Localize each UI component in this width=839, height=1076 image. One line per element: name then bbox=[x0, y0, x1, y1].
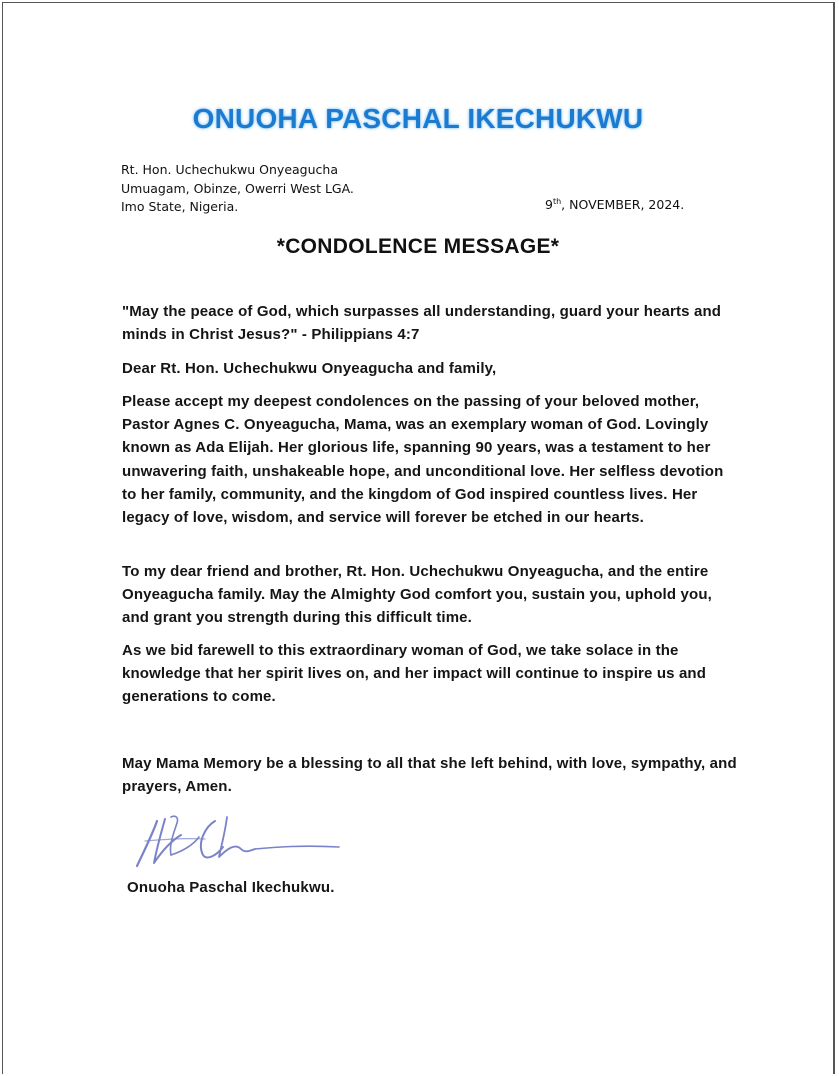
letter-date bbox=[545, 197, 684, 212]
condolence-paragraph: Please accept my deepest condolences on the passing of your beloved mother, Pastor Agnes C. Onyeagucha, Mama, was an exemplary woman of God. Lovingly known as Ada Elijah. Her glorious life, spanning 90 years, was a testament to her unwavering faith, unshakeable hope, and unconditional love. Her selfless devotion to her family, community, and the kingdom of God inspired countless lives. Her legacy of love, wisdom, and service will forever be etched in our hearts. bbox=[122, 393, 724, 527]
letterhead-name: ONUOHA PASCHAL IKECHUKWU bbox=[192, 103, 644, 134]
letter-title: *CONDOLENCE MESSAGE* bbox=[276, 235, 560, 258]
bible-quote-paragraph: "May the peace of God, which surpasses all understanding, guard your hearts and minds in Christ Jesus?" - Philippians 4:7 bbox=[122, 303, 722, 344]
date-rest: , NOVEMBER, 2024. bbox=[561, 197, 685, 212]
date-suffix: th bbox=[552, 197, 562, 206]
address-line-3: Imo State, Nigeria. bbox=[121, 199, 239, 214]
letter-page bbox=[2, 2, 835, 1074]
handwritten-signature-icon bbox=[127, 811, 347, 873]
signer-name: Onuoha Paschal Ikechukwu. bbox=[127, 879, 335, 896]
blessing-paragraph: May Mama Memory be a blessing to all that she left behind, with love, sympathy, and prayers, Amen. bbox=[122, 755, 737, 796]
friend-paragraph: To my dear friend and brother, Rt. Hon. Uchechukwu Onyeagucha, and the entire Onyeagucha family. May the Almighty God comfort you, sustain you, uphold you, and grant you strength during this difficult time. bbox=[122, 563, 712, 627]
farewell-paragraph: As we bid farewell to this extraordinary woman of God, we take solace in the knowledge that her spirit lives on, and her impact will continue to inspire us and generations to come. bbox=[122, 642, 707, 706]
recipient-address bbox=[121, 161, 354, 217]
address-line-1: Rt. Hon. Uchechukwu Onyeagucha bbox=[121, 162, 338, 177]
salutation-paragraph: Dear Rt. Hon. Uchechukwu Onyeagucha and family, bbox=[122, 360, 497, 377]
address-line-2: Umuagam, Obinze, Owerri West LGA. bbox=[121, 180, 354, 196]
date-day: 9 bbox=[545, 197, 553, 212]
